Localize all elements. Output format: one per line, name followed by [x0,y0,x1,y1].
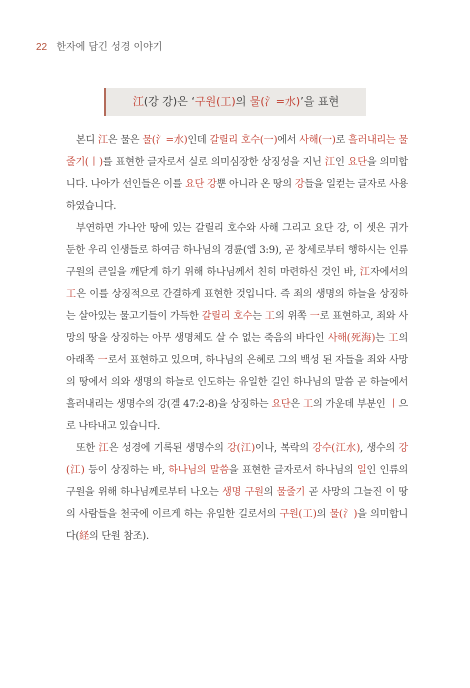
title-part: 의 [235,95,250,108]
highlighted-text: 강수(江水) [312,443,361,454]
paragraph-text: 는 [375,333,389,344]
highlighted-text: 물(氵) [329,509,358,520]
paragraph-text: 또한 [76,443,99,454]
paragraph [66,130,408,218]
paragraph-text: 곧 사망의 그늘진 이 땅의 사람들을 천국에 이르게 하는 유일한 길로서의 [66,487,408,520]
paragraph-text: 에서 [277,135,300,146]
paragraph-text: 를 표현한 글자로서 실로 의미심장한 상징성을 지닌 [102,157,325,168]
paragraph-text: 을 의미합니다( [66,509,408,542]
paragraph-text: 이나, 복락의 [254,443,313,454]
paragraph-text: 등이 상징하는 바, [84,465,169,476]
paragraph-text: 인 인류의 구원을 위해 하나님께로부터 나오는 [66,465,408,498]
paragraph [66,218,408,438]
highlighted-text: 工 [388,333,399,344]
title-part: 江 [132,95,144,108]
highlighted-text: 요단 강 [185,179,217,190]
highlighted-text: 흘러내리는 물줄기(丨) [66,135,408,168]
highlighted-text: 물줄기 [276,487,305,498]
book-title: 한자에 담긴 성경 이야기 [56,42,163,53]
title-part: ’을 표현 [300,95,340,108]
page-number: 22 [36,42,48,53]
paragraph-text: 은 성경에 기록된 생명수의 [108,443,228,454]
paragraph-text: 의 [316,509,330,520]
highlighted-text: 구원(工) [279,509,317,520]
section-title-box [104,88,366,116]
paragraph-text: 인 [335,157,348,168]
highlighted-text: 사해(死海) [327,333,376,344]
paragraph-text: 의 가운데 부분인 [312,399,389,410]
highlighted-text: 一 [309,311,320,322]
title-part: (강 강)은 ‘ [143,95,195,108]
highlighted-text: 갈릴리 호수 [201,311,253,322]
paragraph-text: 로 표현하고, 죄와 사망의 땅을 상징하는 아무 생명체도 살 수 없는 죽음의 바다인 [66,311,408,344]
highlighted-text: 工 [66,289,77,300]
highlighted-text: 강 [294,179,305,190]
paragraph-text: 인데 [187,135,210,146]
paragraph-text: 을 표현한 글자로서 하나님의 [228,465,358,476]
highlighted-text: 一 [97,355,108,366]
paragraph-text: 의 아래쪽 [66,333,408,366]
highlighted-text: 강(江) [227,443,255,454]
paragraph-text: 으로 나타내고 있습니다. [66,399,408,432]
highlighted-text: 江 [324,157,336,168]
highlighted-text: 하나님의 말씀 [168,465,229,476]
highlighted-text: 물(氵=水) [142,135,188,146]
highlighted-text: 工 [264,311,275,322]
title-part: 구원(工) [194,95,236,108]
paragraph-text: 의 단원 참조). [88,531,149,542]
paragraph-text: 부연하면 가나안 땅에 있는 갈릴리 호수와 사해 그리고 요단 강, 이 셋은 귀가 둔한 우리 인생들로 하여금 하나님의 경륜(엡 3:9), 곧 창세로부터 행하시는 인류구원의 큰일을 깨닫게 하기 위해 하나님께서 친히 마련하신 것인 바, [66,223,408,278]
highlighted-text: 사해(一) [299,135,336,146]
highlighted-text: 江 [98,443,109,454]
highlighted-text: 일 [357,465,367,476]
paragraph-text: 의 [263,487,277,498]
highlighted-text: 요단 [347,157,367,168]
title-part: 물(氵=水) [249,95,301,108]
paragraph-text: 는 [252,311,265,322]
paragraph-text: 은 이를 상징적으로 간결하게 표현한 것입니다. 즉 죄의 생명의 하늘을 상징하는 살아있는 물고기들이 가득한 [66,289,408,322]
body-text [66,130,408,548]
paragraph-text: 들을 일컫는 글자로 사용하였습니다. [66,179,408,212]
paragraph-text: , 생수의 [360,443,399,454]
paragraph-text: 뿐 아니라 온 땅의 [216,179,295,190]
highlighted-text: 丨 [388,399,399,410]
paragraph-text: 로 [335,135,349,146]
highlighted-text: 갈릴리 호수(一) [209,135,278,146]
highlighted-text: 江 [359,267,371,278]
page-header [36,38,162,53]
highlighted-text: 江 [98,135,108,146]
paragraph [66,438,408,548]
highlighted-text: 생명 구원 [222,487,264,498]
highlighted-text: 工 [302,399,313,410]
highlighted-text: 요단 [271,399,291,410]
highlighted-text: 経 [79,531,89,542]
paragraph-text: 을 의미합니다. 나아가 선인들은 이를 [66,157,408,190]
paragraph-text: 은 물은 [107,135,143,146]
paragraph-text: 로서 표현하고 있으며, 하나님의 은혜로 그의 백성 된 자들을 죄와 사망의 땅에서 의와 생명의 하늘로 인도하는 유일한 길인 하나님의 말씀 곧 하늘에서 흘러내리는 생명수의 강(겔 47:2-8)을 상징하는 [66,355,408,410]
paragraph-text: 의 위쪽 [274,311,310,322]
highlighted-text: 강(江) [66,443,408,476]
paragraph-text: 본디 [76,135,98,146]
paragraph-text: 자에서의 [370,267,409,278]
paragraph-text: 은 [290,399,303,410]
